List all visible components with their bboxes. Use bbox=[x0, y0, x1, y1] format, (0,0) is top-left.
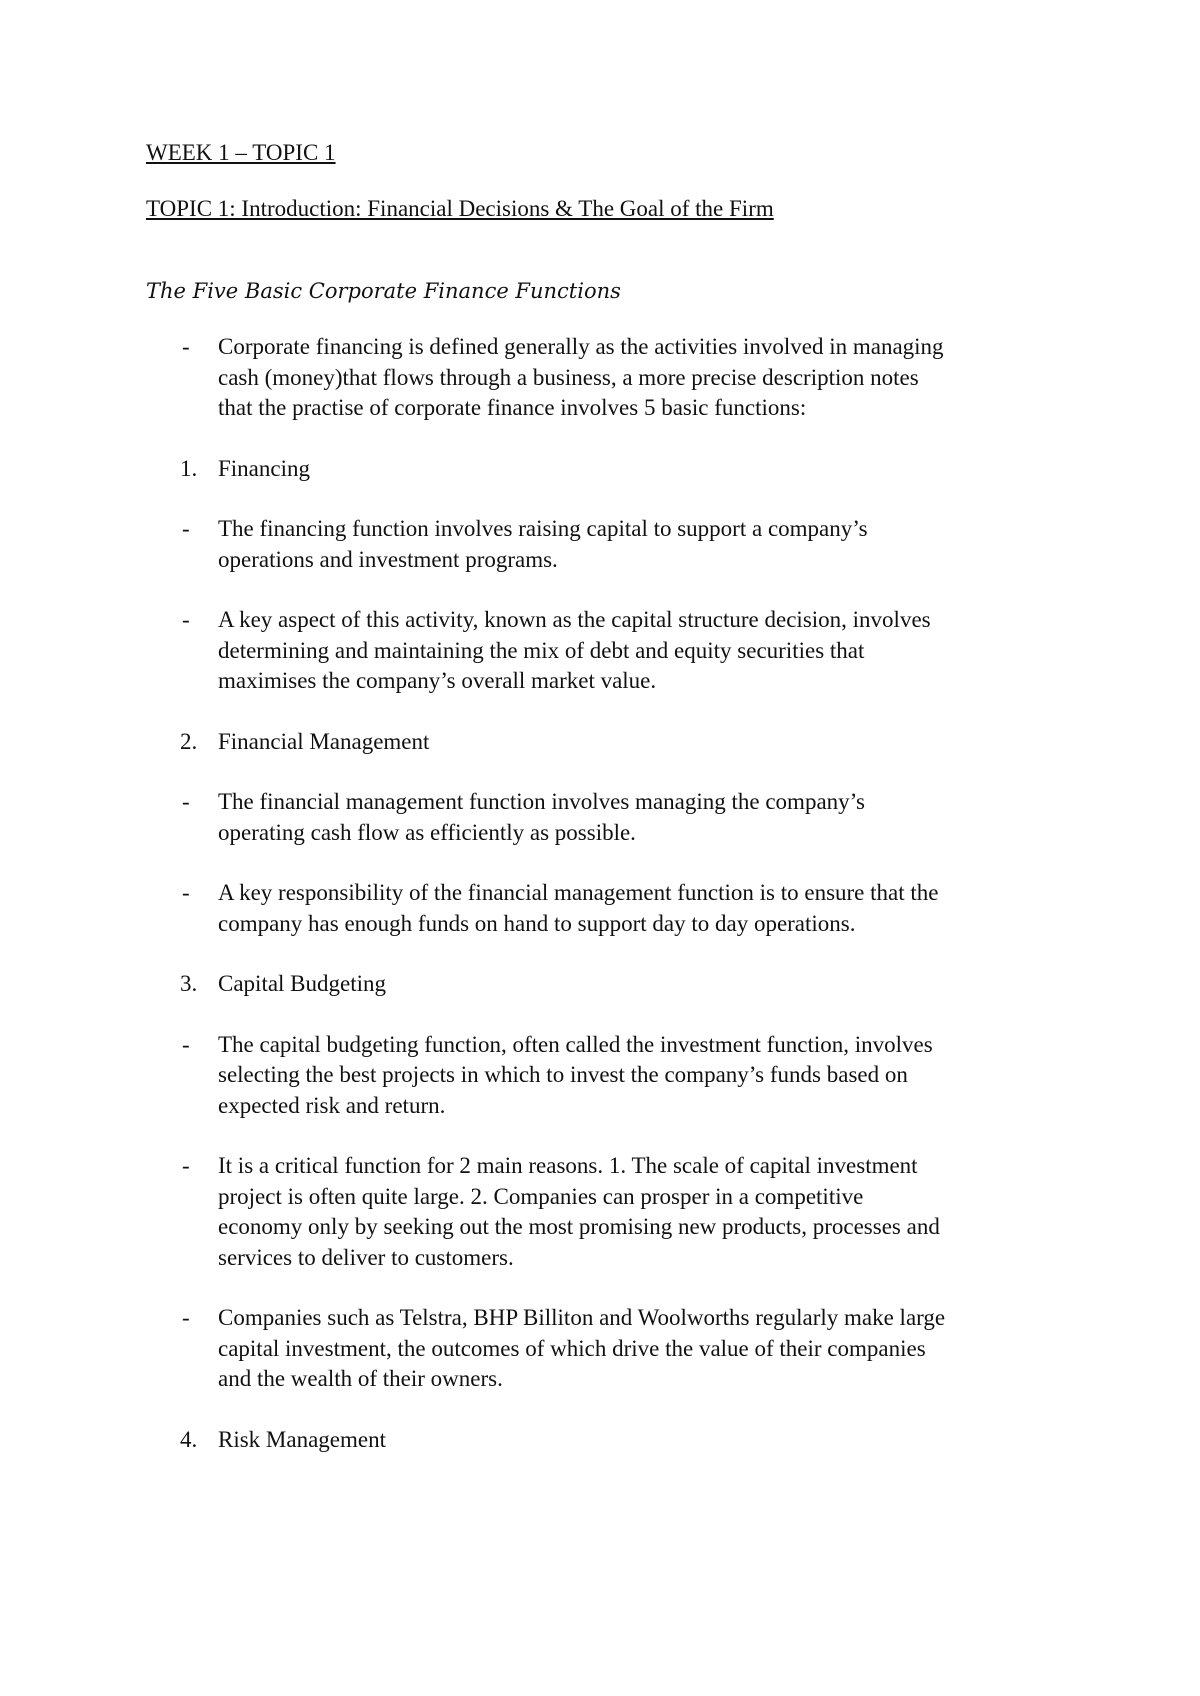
text-line: The capital budgeting function, often called the investment function, involves bbox=[218, 1031, 933, 1057]
text-line: determining and maintaining the mix of debt and equity securities that bbox=[218, 637, 865, 663]
week-heading: WEEK 1 – TOPIC 1 bbox=[146, 140, 336, 165]
bullet-item bbox=[146, 605, 1076, 697]
list-number: 3. bbox=[180, 971, 198, 996]
bullet-dash: - bbox=[182, 1031, 190, 1057]
text-line: Companies such as Telstra, BHP Billiton and Woolworths regularly make large bbox=[218, 1305, 946, 1330]
text-line: Financial Management bbox=[218, 728, 430, 754]
text-line: The financing function involves raising capital to support a company’s bbox=[218, 516, 868, 541]
text-line: expected risk and return. bbox=[218, 1092, 446, 1118]
topic-heading: TOPIC 1: Introduction: Financial Decisions & The Goal of the Firm bbox=[146, 196, 774, 221]
text-line: A key aspect of this activity, known as the capital structure decision, involves bbox=[218, 607, 931, 632]
bullet-dash: - bbox=[182, 789, 190, 814]
text-line: The financial management function involves managing the company’s bbox=[218, 789, 865, 814]
text-line: Risk Management bbox=[218, 1426, 386, 1452]
text-line: Corporate financing is defined generally as the activities involved in managing bbox=[218, 334, 944, 359]
bullet-dash: - bbox=[182, 1153, 190, 1178]
bullet-item bbox=[146, 787, 1076, 848]
text-line: operations and investment programs. bbox=[218, 546, 558, 572]
text-line: capital investment, the outcomes of which drive the value of their companies bbox=[218, 1335, 926, 1361]
text-line: economy only by seeking out the most promising new products, processes and bbox=[218, 1214, 940, 1239]
text-line: Financing bbox=[218, 455, 310, 481]
bullet-dash: - bbox=[182, 516, 190, 541]
list-number: 2. bbox=[180, 728, 198, 754]
list-number: 4. bbox=[180, 1426, 198, 1452]
text-line: maximises the company’s overall market value. bbox=[218, 668, 657, 693]
bullet-item bbox=[146, 332, 1076, 424]
bullet-dash: - bbox=[182, 1305, 190, 1330]
bullet-dash: - bbox=[182, 607, 190, 632]
numbered-heading bbox=[146, 454, 1076, 485]
text-line: project is often quite large. 2. Companies can prosper in a competitive bbox=[218, 1183, 864, 1209]
section-title: The Five Basic Corporate Finance Functions bbox=[146, 279, 621, 303]
text-line: selecting the best projects in which to invest the company’s funds based on bbox=[218, 1062, 908, 1087]
text-line: services to deliver to customers. bbox=[218, 1244, 514, 1270]
bullet-item bbox=[146, 1303, 1076, 1395]
document-page bbox=[146, 138, 1076, 1485]
text-line: company has enough funds on hand to support day to day operations. bbox=[218, 910, 856, 936]
text-line: cash (money)that flows through a business, a more precise description notes bbox=[218, 364, 919, 390]
bullet-item bbox=[146, 878, 1076, 939]
numbered-heading bbox=[146, 969, 1076, 1000]
text-line: and the wealth of their owners. bbox=[218, 1366, 503, 1391]
numbered-heading bbox=[146, 1425, 1076, 1456]
content-list bbox=[146, 332, 1076, 1455]
bullet-dash: - bbox=[182, 880, 190, 905]
list-number: 1. bbox=[180, 455, 198, 481]
text-line: operating cash flow as efficiently as possible. bbox=[218, 819, 636, 845]
text-line: It is a critical function for 2 main reasons. 1. The scale of capital investment bbox=[218, 1153, 918, 1178]
bullet-dash: - bbox=[182, 334, 190, 359]
text-line: that the practise of corporate finance involves 5 basic functions: bbox=[218, 395, 807, 420]
bullet-item bbox=[146, 1151, 1076, 1273]
numbered-heading bbox=[146, 727, 1076, 758]
bullet-item bbox=[146, 1030, 1076, 1122]
text-line: A key responsibility of the financial management function is to ensure that the bbox=[218, 880, 939, 905]
bullet-item bbox=[146, 514, 1076, 575]
text-line: Capital Budgeting bbox=[218, 971, 387, 996]
